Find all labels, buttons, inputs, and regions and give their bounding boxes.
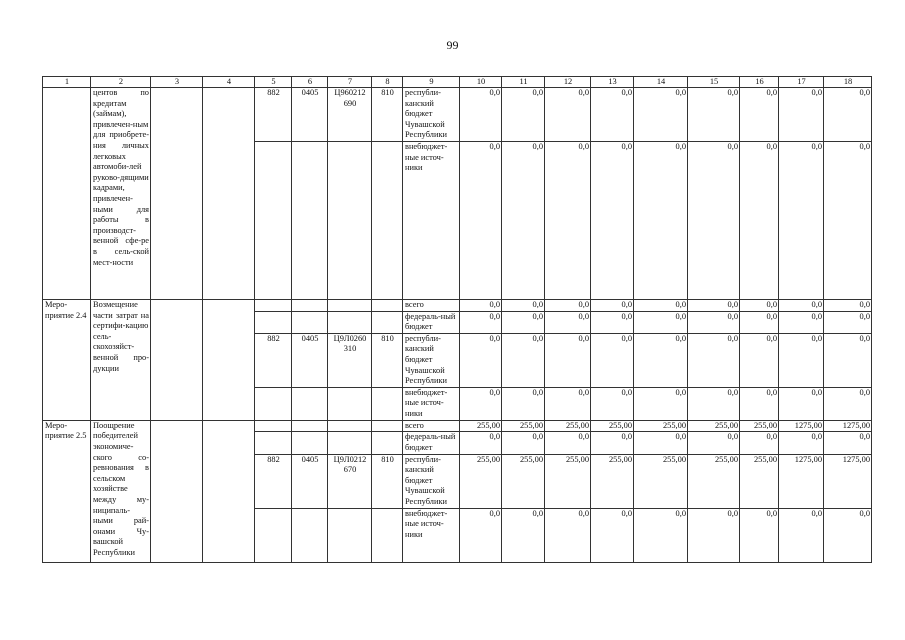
column-number: 13 [591,77,634,88]
grbs-code-cell [255,300,292,312]
year-value-cell: 0,0 [824,300,872,312]
co-executor-cell [203,88,255,300]
vr-code-cell [372,142,403,300]
year-value-cell: 0,0 [688,508,740,562]
column-number: 10 [460,77,502,88]
year-value-cell: 0,0 [591,142,634,300]
rzpr-code-cell [292,142,328,300]
column-number: 4 [203,77,255,88]
measure-status-cell [43,88,91,300]
year-value-cell: 0,0 [824,311,872,333]
year-value-cell: 0,0 [591,300,634,312]
year-value-cell: 0,0 [634,333,688,387]
year-value-cell: 0,0 [740,311,779,333]
column-number: 11 [502,77,545,88]
csr-code-cell [328,300,372,312]
year-value-cell: 0,0 [740,88,779,142]
year-value-cell: 0,0 [545,387,591,420]
measure-description-cell: Поощрение победителей экономиче-ского со-ревнования в сельском хозяйстве между му-ниципаль-ными рай-онами Чу-вашской Республики [91,420,151,562]
grbs-code-cell [255,420,292,432]
year-value-cell: 255,00 [688,454,740,508]
csr-code-cell [328,311,372,333]
csr-code-cell [328,508,372,562]
grbs-code-cell: 882 [255,88,292,142]
year-value-cell: 0,0 [779,142,824,300]
column-number: 12 [545,77,591,88]
column-number: 6 [292,77,328,88]
csr-code-cell [328,387,372,420]
column-number: 3 [151,77,203,88]
csr-code-cell: Ц9Л0212 670 [328,454,372,508]
year-value-cell: 0,0 [634,142,688,300]
year-value-cell: 0,0 [502,387,545,420]
year-value-cell: 255,00 [634,420,688,432]
grbs-code-cell [255,387,292,420]
measure-status-cell: Меро-приятие 2.4 [43,300,91,421]
column-number: 14 [634,77,688,88]
vr-code-cell [372,508,403,562]
vr-code-cell [372,387,403,420]
rzpr-code-cell: 0405 [292,333,328,387]
year-value-cell: 1275,00 [824,420,872,432]
year-value-cell: 0,0 [460,387,502,420]
column-number: 8 [372,77,403,88]
funding-source-cell: республи-канский бюджет Чувашской Республики [403,454,460,508]
vr-code-cell [372,420,403,432]
funding-source-cell: внебюджет-ные источ-ники [403,508,460,562]
year-value-cell: 0,0 [460,300,502,312]
year-value-cell: 0,0 [545,300,591,312]
column-number: 9 [403,77,460,88]
page-number: 99 [446,38,459,52]
year-value-cell: 0,0 [460,508,502,562]
column-number: 2 [91,77,151,88]
year-value-cell: 0,0 [545,88,591,142]
csr-code-cell [328,432,372,454]
year-value-cell: 0,0 [688,300,740,312]
budget-table [42,76,872,563]
year-value-cell: 0,0 [591,387,634,420]
rzpr-code-cell [292,432,328,454]
year-value-cell: 0,0 [545,311,591,333]
year-value-cell: 255,00 [460,454,502,508]
column-number: 15 [688,77,740,88]
co-executor-cell [203,300,255,421]
csr-code-cell [328,420,372,432]
year-value-cell: 0,0 [502,333,545,387]
vr-code-cell: 810 [372,333,403,387]
year-value-cell: 0,0 [545,432,591,454]
year-value-cell: 0,0 [545,508,591,562]
year-value-cell: 0,0 [502,432,545,454]
year-value-cell: 0,0 [545,142,591,300]
year-value-cell: 255,00 [545,420,591,432]
year-value-cell: 0,0 [591,432,634,454]
funding-source-cell: всего [403,300,460,312]
grbs-code-cell [255,508,292,562]
funding-source-cell: внебюджет-ные источ-ники [403,387,460,420]
measure-status-cell: Меро-приятие 2.5 [43,420,91,562]
responsible-executor-cell [151,88,203,300]
year-value-cell: 0,0 [502,88,545,142]
rzpr-code-cell: 0405 [292,454,328,508]
year-value-cell: 0,0 [634,88,688,142]
csr-code-cell [328,142,372,300]
rzpr-code-cell: 0405 [292,88,328,142]
funding-source-cell: федераль-ный бюджет [403,432,460,454]
year-value-cell: 0,0 [779,333,824,387]
table-row [43,300,872,312]
table-row [43,420,872,432]
grbs-code-cell [255,142,292,300]
year-value-cell: 0,0 [740,142,779,300]
year-value-cell: 255,00 [634,454,688,508]
year-value-cell: 0,0 [460,333,502,387]
rzpr-code-cell [292,311,328,333]
year-value-cell: 0,0 [824,88,872,142]
year-value-cell: 0,0 [545,333,591,387]
year-value-cell: 0,0 [688,432,740,454]
funding-source-cell: республи-канский бюджет Чувашской Республики [403,333,460,387]
csr-code-cell: Ц9Л0260 310 [328,333,372,387]
grbs-code-cell: 882 [255,333,292,387]
co-executor-cell [203,420,255,562]
vr-code-cell [372,300,403,312]
year-value-cell: 255,00 [688,420,740,432]
year-value-cell: 0,0 [634,311,688,333]
year-value-cell: 0,0 [634,387,688,420]
year-value-cell: 255,00 [740,420,779,432]
grbs-code-cell [255,432,292,454]
funding-source-cell: федераль-ный бюджет [403,311,460,333]
year-value-cell: 0,0 [688,387,740,420]
year-value-cell: 0,0 [502,300,545,312]
year-value-cell: 0,0 [591,333,634,387]
year-value-cell: 0,0 [502,311,545,333]
measure-description-cell: Возмещение части затрат на сертифи-кацию сель-скохозяйст-венной про-дукции [91,300,151,421]
year-value-cell: 255,00 [545,454,591,508]
rzpr-code-cell [292,420,328,432]
table-row [43,88,872,142]
year-value-cell: 0,0 [779,88,824,142]
year-value-cell: 0,0 [779,311,824,333]
year-value-cell: 0,0 [502,142,545,300]
vr-code-cell [372,311,403,333]
year-value-cell: 255,00 [591,454,634,508]
year-value-cell: 0,0 [460,432,502,454]
grbs-code-cell: 882 [255,454,292,508]
column-number: 17 [779,77,824,88]
vr-code-cell: 810 [372,454,403,508]
column-number: 18 [824,77,872,88]
year-value-cell: 0,0 [824,432,872,454]
year-value-cell: 1275,00 [779,454,824,508]
responsible-executor-cell [151,300,203,421]
year-value-cell: 0,0 [460,88,502,142]
year-value-cell: 0,0 [634,432,688,454]
year-value-cell: 0,0 [740,432,779,454]
funding-source-cell: внебюджет-ные источ-ники [403,142,460,300]
year-value-cell: 0,0 [688,88,740,142]
year-value-cell: 0,0 [824,508,872,562]
responsible-executor-cell [151,420,203,562]
year-value-cell: 0,0 [779,300,824,312]
year-value-cell: 0,0 [460,311,502,333]
year-value-cell: 0,0 [779,432,824,454]
year-value-cell: 0,0 [740,387,779,420]
year-value-cell: 0,0 [824,387,872,420]
year-value-cell: 1275,00 [824,454,872,508]
rzpr-code-cell [292,387,328,420]
year-value-cell: 0,0 [740,300,779,312]
year-value-cell: 0,0 [740,333,779,387]
year-value-cell: 0,0 [591,88,634,142]
year-value-cell: 0,0 [779,387,824,420]
year-value-cell: 255,00 [591,420,634,432]
year-value-cell: 0,0 [824,142,872,300]
year-value-cell: 0,0 [688,142,740,300]
grbs-code-cell [255,311,292,333]
year-value-cell: 255,00 [740,454,779,508]
csr-code-cell: Ц960212 690 [328,88,372,142]
year-value-cell: 255,00 [460,420,502,432]
year-value-cell: 0,0 [634,300,688,312]
year-value-cell: 0,0 [740,508,779,562]
year-value-cell: 1275,00 [779,420,824,432]
year-value-cell: 0,0 [688,333,740,387]
column-number: 16 [740,77,779,88]
year-value-cell: 0,0 [688,311,740,333]
year-value-cell: 0,0 [779,508,824,562]
vr-code-cell: 810 [372,88,403,142]
column-number: 1 [43,77,91,88]
column-number-row [43,77,872,88]
year-value-cell: 0,0 [634,508,688,562]
column-number: 5 [255,77,292,88]
funding-source-cell: всего [403,420,460,432]
year-value-cell: 0,0 [591,508,634,562]
measure-description-cell: центов по кредитам (займам), привлечен-ным для приобрете-ния личных легковых автомоби-лей руково-дящими кадрами, привлечен-ными для работы в производст-венной сфе-ре в сель-ской мест-ности [91,88,151,300]
year-value-cell: 0,0 [591,311,634,333]
year-value-cell: 255,00 [502,454,545,508]
rzpr-code-cell [292,508,328,562]
rzpr-code-cell [292,300,328,312]
year-value-cell: 0,0 [502,508,545,562]
column-number: 7 [328,77,372,88]
year-value-cell: 0,0 [460,142,502,300]
funding-source-cell: республи-канский бюджет Чувашской Республики [403,88,460,142]
vr-code-cell [372,432,403,454]
year-value-cell: 0,0 [824,333,872,387]
year-value-cell: 255,00 [502,420,545,432]
